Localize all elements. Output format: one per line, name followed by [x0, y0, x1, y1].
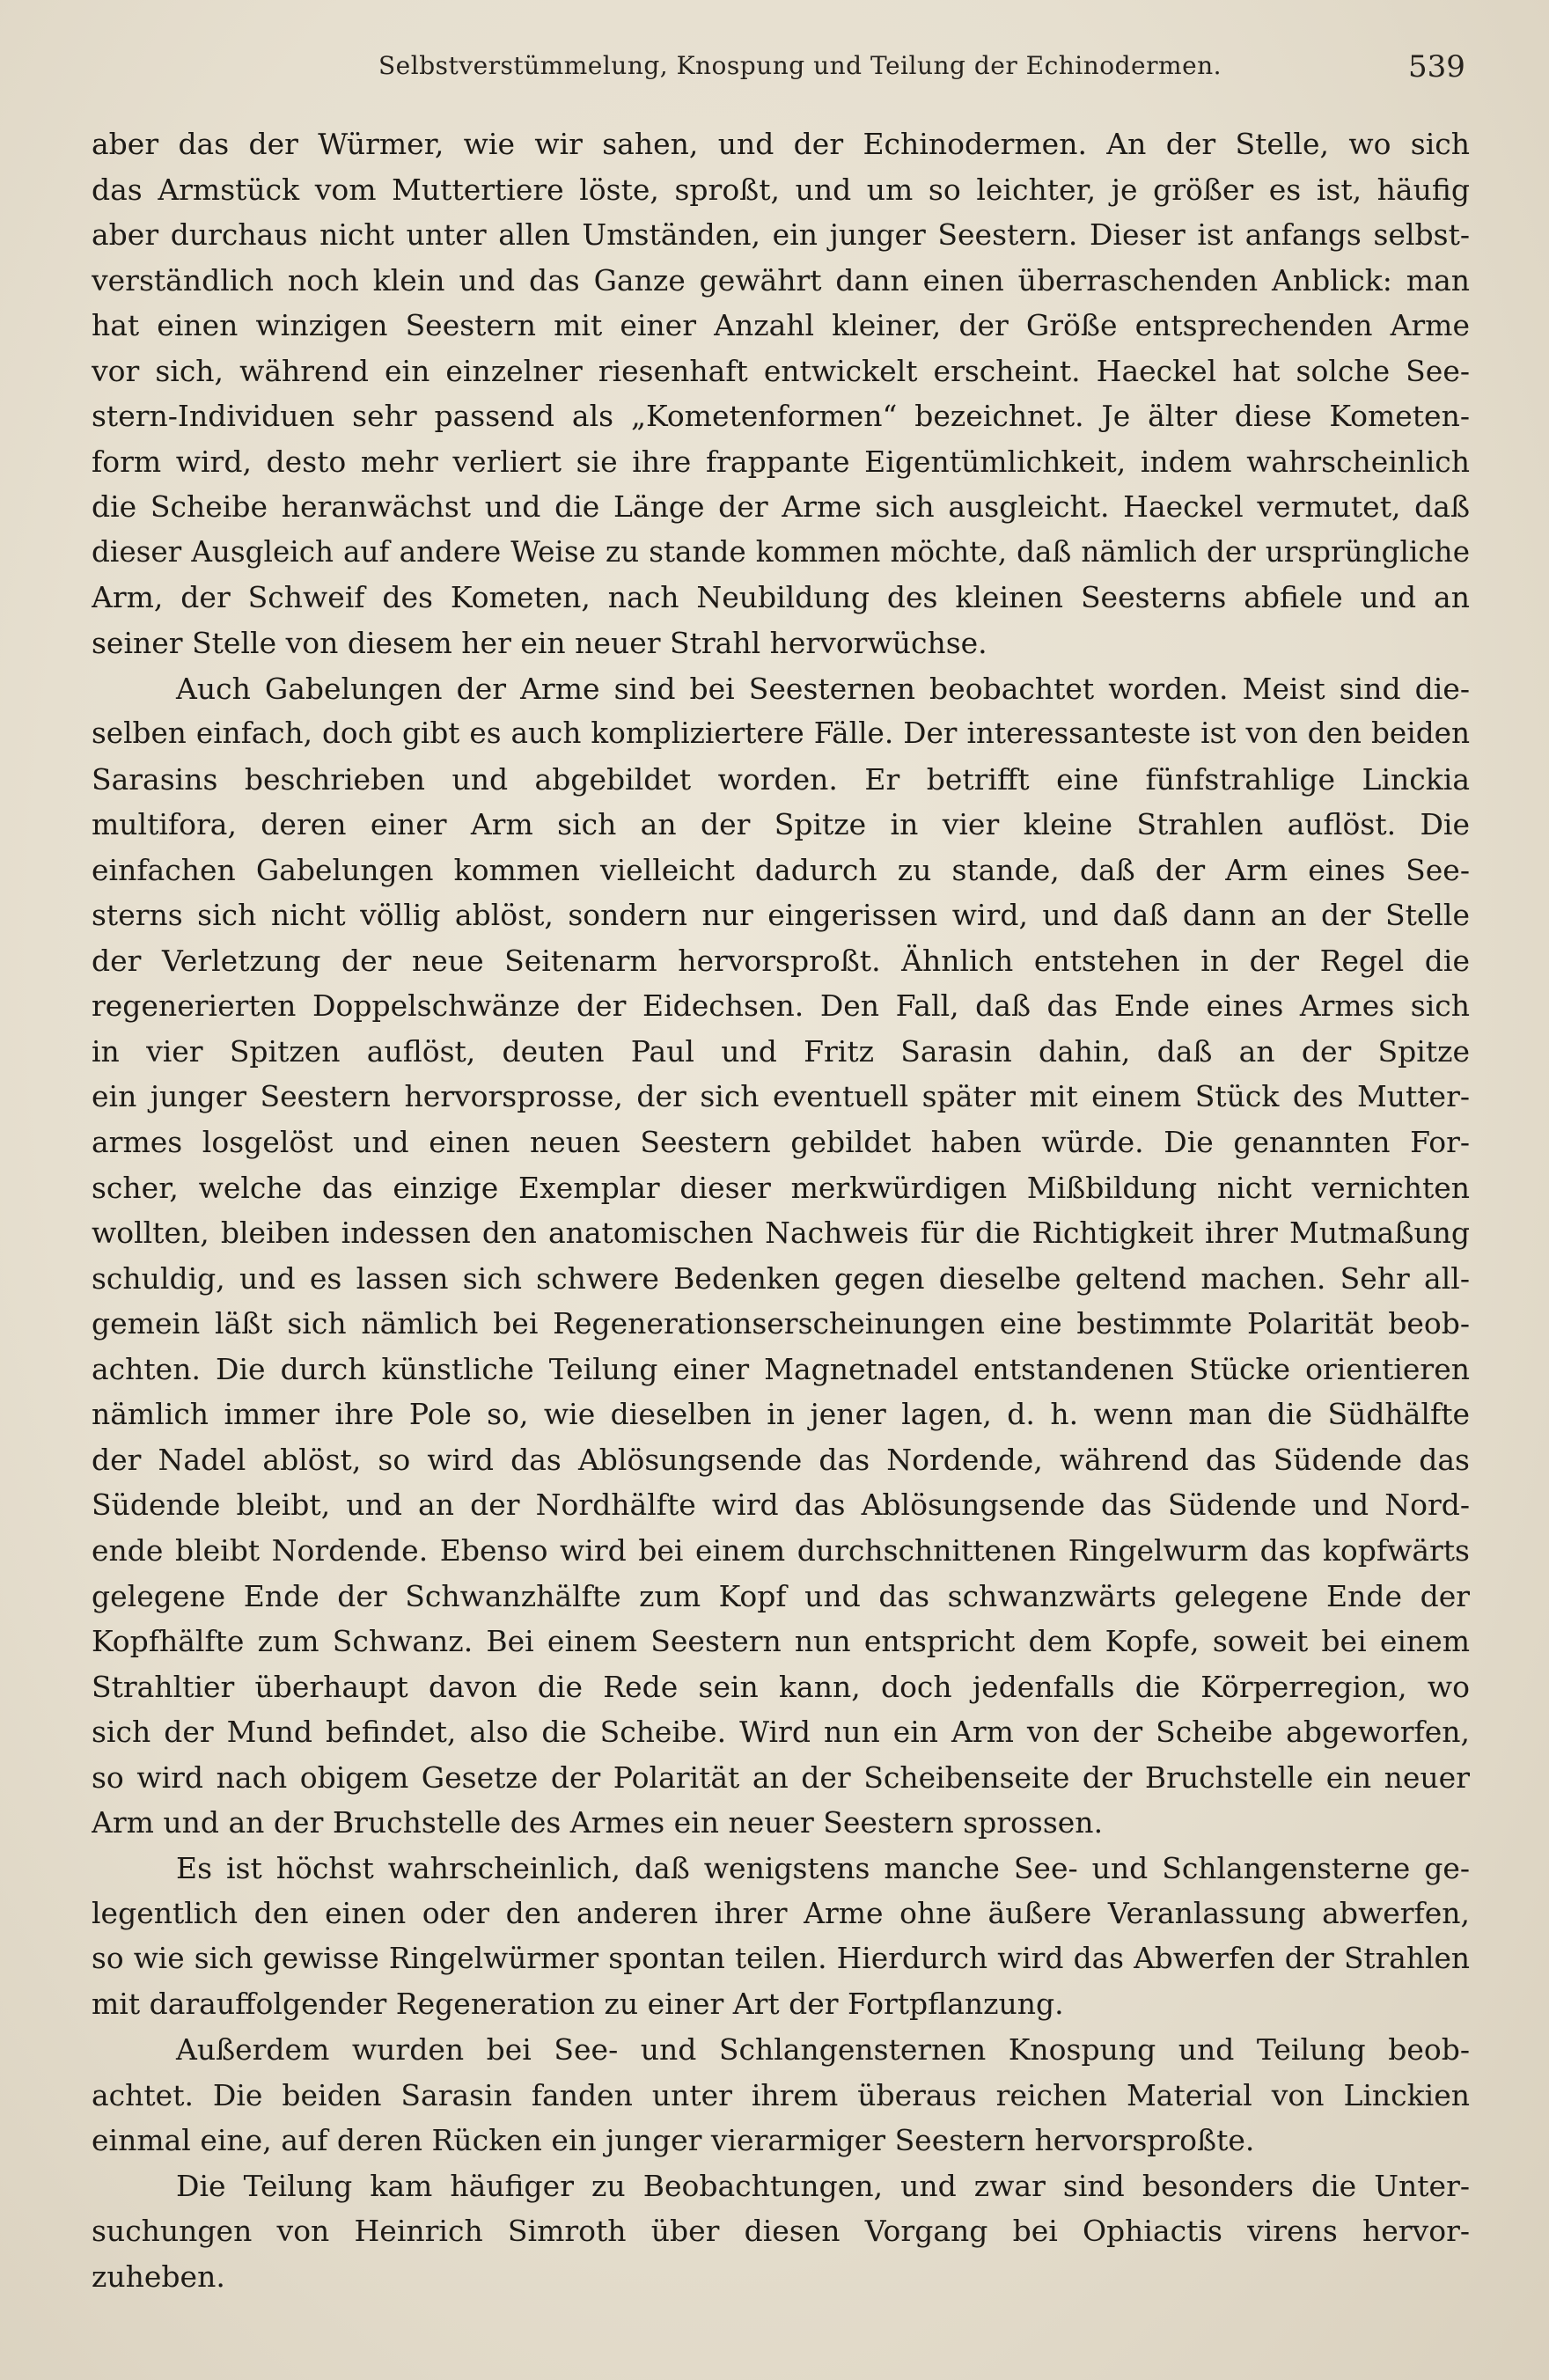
- text-line: der Nadel ablöst, so wird das Ablösungsende das Nordende, während das Südende das: [92, 1442, 1470, 1477]
- text-line: Arm, der Schweif des Kometen, nach Neubildung des kleinen Seesterns abfiele und an: [92, 580, 1470, 615]
- text-line: Sarasins beschrieben und abgebildet worden. Er betrifft eine fünfstrahlige Linckia: [92, 761, 1470, 797]
- body-text: [92, 121, 1470, 2299]
- text-line: zuheben.: [92, 2259, 225, 2294]
- text-line: Es ist höchst wahrscheinlich, daß wenigstens manche See- und Schlangensterne ge-: [176, 1850, 1470, 1885]
- text-line: so wie sich gewisse Ringelwürmer spontan teilen. Hierdurch wird das Abwerfen der Strahlen: [92, 1941, 1470, 1975]
- running-head: Selbstverstümmelung, Knospung und Teilung der Echinodermen.: [378, 51, 1222, 80]
- text-line: ende bleibt Nordende. Ebenso wird bei einem durchschnittenen Ringelwurm das kopfwärts: [92, 1532, 1470, 1568]
- text-line: nämlich immer ihre Pole so, wie dieselben in jener lagen, d. h. wenn man die Südhälfte: [92, 1397, 1470, 1432]
- text-line: mit darauffolgender Regeneration zu einer Art der Fortpflanzung.: [92, 1987, 1064, 2022]
- text-line: suchungen von Heinrich Simroth über diesen Vorgang bei Ophiactis virens hervor-: [92, 2214, 1470, 2249]
- text-line: das Armstück vom Muttertiere löste, sproßt, und um so leichter, je größer es ist, häufig: [92, 172, 1470, 207]
- text-line: Außerdem wurden bei See- und Schlangensternen Knospung und Teilung beob-: [176, 2031, 1470, 2067]
- text-line: Kopfhälfte zum Schwanz. Bei einem Seestern nun entspricht dem Kopfe, soweit bei einem: [92, 1624, 1470, 1659]
- text-line: wollten, bleiben indessen den anatomischen Nachweis für die Richtigkeit ihrer Mutmaßung: [92, 1216, 1470, 1251]
- text-line: hat einen winzigen Seestern mit einer Anzahl kleiner, der Größe entsprechenden Arme: [92, 308, 1470, 343]
- text-line: legentlich den einen oder den anderen ihrer Arme ohne äußere Veranlassung abwerfen,: [92, 1896, 1470, 1931]
- text-line: verständlich noch klein und das Ganze gewährt dann einen überraschenden Anblick: man: [92, 262, 1470, 298]
- text-line: Strahltier überhaupt davon die Rede sein kann, doch jedenfalls die Körperregion, wo: [92, 1669, 1470, 1704]
- text-line: Arm und an der Bruchstelle des Armes ein neuer Seestern sprossen.: [92, 1805, 1104, 1840]
- text-line: aber das der Würmer, wie wir sahen, und der Echinodermen. An der Stelle, wo sich: [92, 127, 1470, 161]
- text-line: Südende bleibt, und an der Nordhälfte wird das Ablösungsende das Südende und Nord-: [92, 1488, 1470, 1523]
- text-line: aber durchaus nicht unter allen Umständen, ein junger Seestern. Dieser ist anfangs selbst-: [92, 217, 1470, 253]
- text-line: achtet. Die beiden Sarasin fanden unter ihrem überaus reichen Material von Linckien: [92, 2077, 1470, 2112]
- text-line: die Scheibe heranwächst und die Länge der Arme sich ausgleicht. Haeckel vermutet, daß: [92, 489, 1470, 525]
- text-line: sterns sich nicht völlig ablöst, sondern nur eingerissen wird, und daß dann an der Stelle: [92, 898, 1470, 933]
- text-line: so wird nach obigem Gesetze der Polarität an der Scheibenseite der Bruchstelle ein neuer: [92, 1759, 1470, 1795]
- text-line: multifora, deren einer Arm sich an der Spitze in vier kleine Strahlen auflöst. Die: [92, 807, 1470, 842]
- text-line: stern-Individuen sehr passend als „Kometenformen“ bezeichnet. Je älter diese Kometen-: [92, 399, 1470, 434]
- page-number: 539: [1408, 49, 1465, 84]
- text-line: scher, welche das einzige Exemplar dieser merkwürdigen Mißbildung nicht vernichten: [92, 1170, 1470, 1205]
- text-line: der Verletzung der neue Seitenarm hervorsproßt. Ähnlich entstehen in der Regel die: [92, 943, 1470, 978]
- text-line: vor sich, während ein einzelner riesenhaft entwickelt erscheint. Haeckel hat solche See-: [92, 353, 1470, 388]
- text-line: sich der Mund befindet, also die Scheibe. Wird nun ein Arm von der Scheibe abgeworfen,: [92, 1715, 1470, 1750]
- text-line: regenerierten Doppelschwänze der Eidechsen. Den Fall, daß das Ende eines Armes sich: [92, 988, 1470, 1024]
- text-line: Auch Gabelungen der Arme sind bei Seesternen beobachtet worden. Meist sind die-: [176, 671, 1470, 706]
- text-line: achten. Die durch künstliche Teilung einer Magnetnadel entstandenen Stücke orientieren: [92, 1351, 1470, 1386]
- text-line: schuldig, und es lassen sich schwere Bedenken gegen dieselbe geltend machen. Sehr all-: [92, 1260, 1470, 1296]
- text-line: selben einfach, doch gibt es auch kompliziertere Fälle. Der interessanteste ist von den beiden: [92, 716, 1470, 751]
- text-line: einfachen Gabelungen kommen vielleicht dadurch zu stande, daß der Arm eines See-: [92, 852, 1470, 887]
- text-line: seiner Stelle von diesem her ein neuer Strahl hervorwüchse.: [92, 626, 987, 661]
- text-line: form wird, desto mehr verliert sie ihre frappante Eigentümlichkeit, indem wahrscheinlich: [92, 444, 1470, 479]
- text-line: gemein läßt sich nämlich bei Regenerationserscheinungen eine bestimmte Polarität beob-: [92, 1306, 1470, 1341]
- text-line: dieser Ausgleich auf andere Weise zu stande kommen möchte, daß nämlich der ursprüngliche: [92, 534, 1470, 569]
- text-line: armes losgelöst und einen neuen Seestern gebildet haben würde. Die genannten For-: [92, 1125, 1470, 1160]
- text-line: ein junger Seestern hervorsprosse, der sich eventuell später mit einem Stück des Mutter-: [92, 1079, 1470, 1114]
- text-line: Die Teilung kam häufiger zu Beobachtungen, und zwar sind besonders die Unter-: [176, 2168, 1470, 2203]
- text-line: einmal eine, auf deren Rücken ein junger vierarmiger Seestern hervorsproßte.: [92, 2123, 1255, 2158]
- text-line: gelegene Ende der Schwanzhälfte zum Kopf und das schwanzwärts gelegene Ende der: [92, 1578, 1470, 1613]
- text-line: in vier Spitzen auflöst, deuten Paul und Fritz Sarasin dahin, daß an der Spitze: [92, 1033, 1470, 1069]
